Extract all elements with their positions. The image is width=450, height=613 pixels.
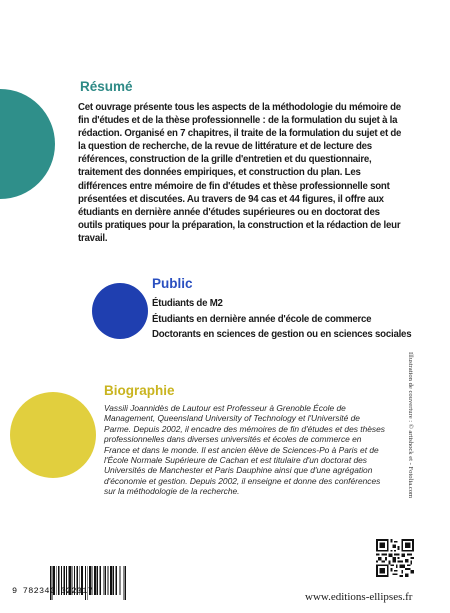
cover-illustration-credit: Illustration de couverture : © artishock et - Fotolia.com	[407, 352, 414, 499]
resume-text: Cet ouvrage présente tous les aspects de la méthodologie du mémoire de fin d'études et de la thèse professionnelle : de la formulation du sujet à la rédaction. Organisé en 7 chapitres, il traite de la formulation du sujet et de la question de recherche, de la revue de littérature et de lecture des références, construction de la grille d'entretien et du questionnaire, traitement des données empiriques, et construction du plan. Les différences entre mémoire de fin d'études et thèse professionnelle sont présentées et discutées. Au travers de 94 cas et 44 figures, il offre aux étudiants en dernière année d'études supérieures ou en doctorat des outils pratiques pour la préparation, la construction et la rédaction de leur travail.	[78, 102, 402, 244]
public-list	[152, 296, 411, 343]
public-item: Étudiants de M2	[152, 298, 223, 309]
resume-heading: Résumé	[80, 79, 133, 94]
resume-decoration-teal	[0, 89, 55, 199]
biographie-text: Vassili Joannidès de Lautour est Professeur à Grenoble École de Management, Queensland University of Technology et l'Université de Parme. Depuis 2002, il encadre des mémoires de fin d'études et des thèses professionnelles dans diverses universités et écoles de commerce en France et dans le monde. Il est ancien élève de Sciences-Po à Paris et de l'École Normale Supérieure de Cachan et est titulaire d'un doctorat des Universités de Manchester et Paris Dauphine ainsi que d'une agrégation d'économie et gestion. Depuis 2002, il enseigne et donne des conférences sur la méthodologie de la recherche.	[104, 403, 385, 497]
public-decoration-blue	[92, 283, 148, 339]
qr-code-icon	[376, 539, 414, 577]
publisher-website-link[interactable]: www.editions-ellipses.fr	[305, 591, 413, 603]
biographie-decoration-yellow	[10, 392, 96, 478]
barcode-digits: 9 782340 022317	[12, 586, 94, 596]
public-item: Étudiants en dernière année d'école de commerce	[152, 313, 372, 325]
biographie-heading: Biographie	[104, 383, 175, 398]
public-item: Doctorants en sciences de gestion ou en sciences sociales	[152, 329, 412, 340]
public-heading: Public	[152, 276, 193, 291]
